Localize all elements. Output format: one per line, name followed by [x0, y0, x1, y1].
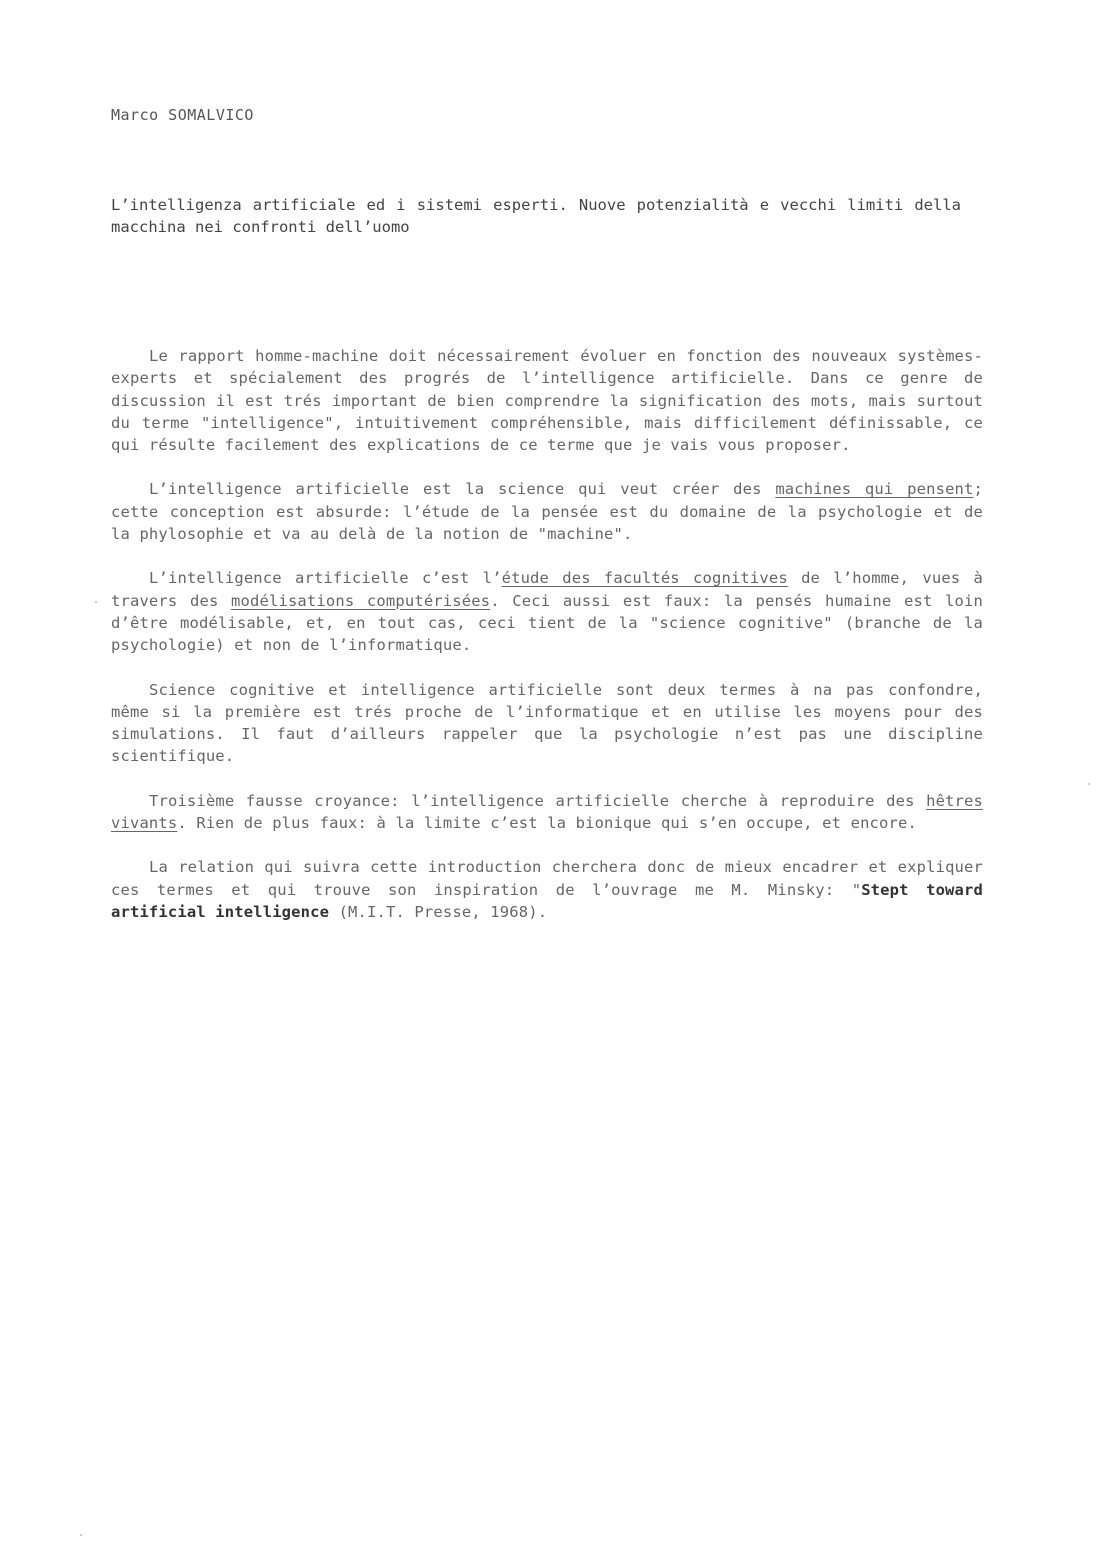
- paragraph-5: [111, 790, 983, 835]
- scan-speck: [1088, 783, 1090, 785]
- paragraph-2-text-b: ; cette conception est absurde: l’étude de la pensée est du domaine de la psychologie et de la phylosophie et va au delà de la notion de "machine".: [111, 480, 983, 544]
- paragraph-3: [111, 567, 983, 656]
- paragraph-3-underlined-term-1: étude des facultés cognitives: [501, 569, 788, 588]
- paragraph-2-text-a: L’intelligence artificielle est la science qui veut créer des: [149, 480, 776, 499]
- paragraph-5-text-a: Troisième fausse croyance: l’intelligence artificielle cherche à reproduire des: [149, 791, 927, 810]
- paragraph-6: [111, 856, 983, 923]
- paragraph-6-text-a: La relation qui suivra cette introduction cherchera donc de mieux encadrer et expliquer ces termes et qui trouve son inspiration de l’ouvrage me M. Minsky: ": [111, 858, 983, 899]
- paragraph-3-text-a: L’intelligence artificielle c’est l’: [149, 569, 502, 588]
- paragraph-4: Science cognitive et intelligence artificielle sont deux termes à na pas confondre, même si la première est trés proche de l’informatique et en utilise les moyens pour des simulations. Il faut d’ailleurs rappeler que la psychologie n’est pas une discipline scientifique.: [111, 680, 983, 766]
- document-title: L’intelligenza artificiale ed i sistemi esperti. Nuove potenzialità e vecchi limiti della macchina nei confronti dell’uomo: [111, 196, 961, 236]
- paragraph-5-text-b: . Rien de plus faux: à la limite c’est la bionique qui s’en occupe, et encore.: [177, 814, 917, 833]
- scan-speck: [95, 601, 97, 603]
- paragraph-3-text-b: de l’homme, vues à travers des: [111, 569, 983, 610]
- document-body: [111, 345, 983, 945]
- paragraph-5-underlined-term: hêtres vivants: [111, 791, 983, 833]
- paragraph-2-underlined-term: machines qui pensent: [775, 480, 974, 499]
- paragraph-3-text-c: . Ceci aussi est faux: la pensés humaine est loin d’être modélisable, et, en tout cas, ceci tient de la "science cognitive" (branche de la psychologie) et non de l’informatique.: [111, 591, 983, 655]
- scan-speck: [80, 1534, 82, 1536]
- paragraph-2: [111, 478, 983, 545]
- paragraph-6-bold-title: Stept toward artificial intelligence: [111, 880, 983, 921]
- paragraph-6-text-b: (M.I.T. Presse, 1968).: [329, 902, 548, 921]
- paragraph-1: Le rapport homme-machine doit nécessairement évoluer en fonction des nouveaux systèmes-experts et spécialement des progrés de l’intelligence artificielle. Dans ce genre de discussion il est trés important de bien comprendre la signification des mots, mais surtout du terme "intelligence", intuitivement compréhensible, mais difficilement définissable, ce qui résulte facilement des explications de ce terme que je vais vous proposer.: [111, 347, 983, 455]
- paragraph-3-underlined-term-2: modélisations computérisées: [231, 591, 491, 610]
- author-name: Marco SOMALVICO: [111, 106, 254, 124]
